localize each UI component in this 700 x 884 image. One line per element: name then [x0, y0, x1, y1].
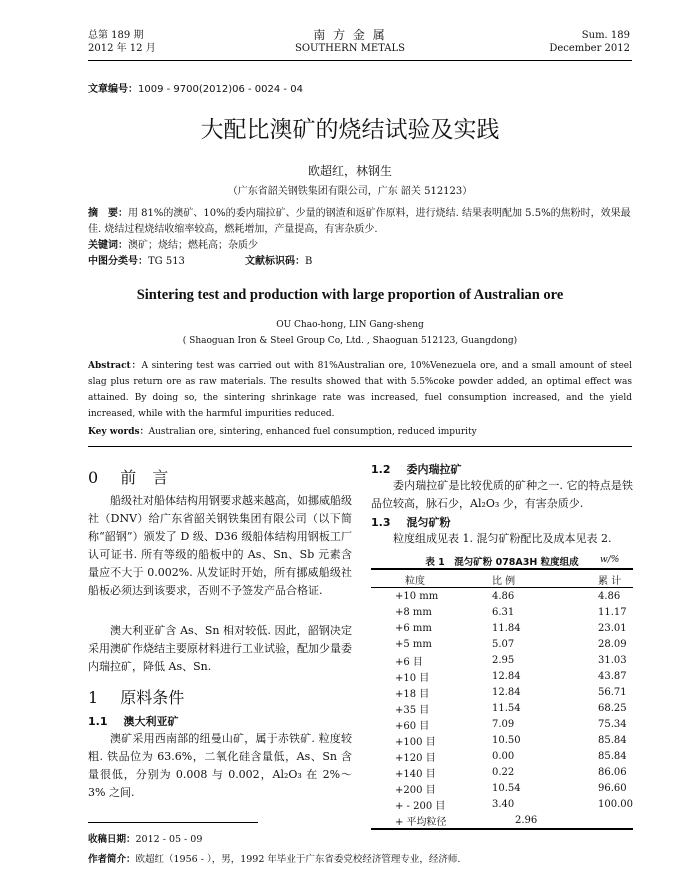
section-1-2-paragraph: 委内瑞拉矿是比较优质的矿种之一. 它的特点是铁品位较高，脉石少，Al₂O₃ 少，有害杂质少. [371, 479, 633, 510]
table-1-row [371, 764, 633, 780]
table-1-cell-ratio: 12.84 [492, 686, 521, 698]
table-1-average-label: + 平均粒径 [395, 816, 447, 828]
header-sum-en: Sum. 189 [581, 30, 630, 41]
table-1-cell-cumulative: 28.09 [598, 638, 627, 650]
table-1-cell-ratio: 5.07 [492, 638, 515, 650]
section-1-3-heading [371, 514, 451, 530]
title-en: Sintering test and production with large proportion of Australian ore [136, 287, 564, 303]
article-number [88, 80, 303, 95]
table-1-cell-size: +10 目 [395, 672, 430, 684]
article-number-label: 文章编号： [88, 84, 138, 95]
table-1-cell-size: +35 目 [395, 704, 430, 716]
table-1-row [371, 684, 633, 700]
title-cn: 大配比澳矿的烧结试验及实践 [200, 117, 500, 143]
section-0-paragraph-2: 澳大利亚矿含 As、Sn 相对较低. 因此，韶钢决定采用澳矿作烧结主要原材料进行工业试验，配加少量委内瑞拉矿，降低 As、Sn. [88, 624, 352, 673]
table-1-cell-size: +140 目 [395, 768, 436, 780]
table-1-cell-ratio: 7.09 [492, 718, 515, 730]
table-1-cell-size: +8 mm [395, 606, 432, 618]
header-issue-date: 2012 年 12 月 [88, 43, 156, 54]
table-1-cell-cumulative: 31.03 [598, 654, 627, 666]
table-1-cell-cumulative: 75.34 [598, 718, 627, 730]
section-0-heading [88, 465, 168, 488]
table-1-row [371, 748, 633, 764]
table-1-average-value: 2.96 [515, 814, 538, 826]
keywords-en [88, 424, 632, 440]
table-1 [371, 571, 633, 830]
doc-code-value: B [305, 256, 313, 267]
clc-value: TG 513 [148, 256, 185, 267]
table-1-row [371, 780, 633, 796]
section-0-paragraph-1: 船级社对船体结构用钢要求越来越高，如挪威船级社（DNV）给广东省韶关钢铁集团有限公司（以下简称“韶钢”）颁发了 D 级、D36 级船体结构用钢板工厂认可证书. 所有等级的船板中的 As、Sn、Sb 元素含量应不大于 0.002%. 从发证时开始，所有挪威船级社船板必须达到该要求，否则不予签发产品合格证. [88, 494, 352, 597]
footnote-rule [88, 822, 258, 823]
table-1-cell-ratio: 3.40 [492, 798, 515, 810]
table-1-row [371, 716, 633, 732]
section-0-title: 前 言 [120, 468, 169, 487]
table-1-cell-size: + - 200 目 [395, 800, 446, 812]
article-number-value: 1009 - 9700(2012)06 - 0024 - 04 [138, 84, 303, 95]
table-1-cell-ratio: 2.95 [492, 654, 515, 666]
section-1-1-title: 澳大利亚矿 [123, 715, 179, 728]
table-1-row [371, 588, 633, 605]
abstract-cn-label: 摘 要： [88, 208, 128, 219]
received-date [88, 831, 202, 845]
section-1-2-title: 委内瑞拉矿 [406, 463, 462, 476]
abstract-cn [88, 206, 632, 238]
table-1-cell-cumulative: 68.25 [598, 702, 627, 714]
keywords-cn-text: 澳矿；烧结；燃耗高；杂质少 [128, 240, 258, 251]
table-1-cell-cumulative: 43.87 [598, 670, 627, 682]
journal-name-cn: 南 方 金 属 [313, 28, 387, 42]
keywords-en-text: Australian ore, sintering, enhanced fuel consumption, reduced impurity [148, 427, 477, 437]
table-1-average-row [371, 812, 633, 829]
table-1-top-rule [371, 568, 633, 570]
header-date-en: December 2012 [549, 43, 630, 54]
keywords-cn-label: 关键词： [88, 240, 128, 251]
table-1-body [371, 588, 633, 813]
document-code [245, 254, 312, 270]
table-1-row [371, 796, 633, 812]
doc-code-label: 文献标识码： [245, 256, 305, 267]
journal-name-en: SOUTHERN METALS [295, 43, 405, 54]
table-1-cell-cumulative: 96.60 [598, 782, 627, 794]
table-1-cell-ratio: 11.54 [492, 702, 521, 714]
clc-label: 中图分类号： [88, 256, 148, 267]
authors-en: OU Chao-hong, LIN Gang-sheng [276, 320, 424, 330]
section-1-3-paragraph: 粒度组成见表 1. 混匀矿粉配比及成本见表 2. [393, 532, 612, 545]
section-1-heading [88, 685, 184, 708]
table-1-cell-cumulative: 100.00 [598, 798, 633, 810]
table-1-cell-ratio: 6.31 [492, 606, 515, 618]
table-1-header-size: 粒度 [405, 575, 425, 587]
author-bio-label: 作者简介： [88, 854, 136, 865]
table-1-unit: w/% [600, 555, 620, 565]
section-1-3-title: 混匀矿粉 [406, 516, 451, 529]
table-1-cell-cumulative: 56.71 [598, 686, 627, 698]
section-1-2-heading [371, 461, 462, 477]
table-1-row [371, 636, 633, 652]
table-1-cell-size: +100 目 [395, 736, 436, 748]
section-1-1-heading [88, 713, 179, 729]
section-1-1-paragraph: 澳矿采用西南部的纽曼山矿，属于赤铁矿. 粒度较粗. 铁品位为 63.6%，二氧化硅含量低，As、Sn 含量很低，分别为 0.008 与 0.002，Al₂O₃ 在 2%～3% 之间. [88, 732, 352, 799]
table-1-cell-size: +18 目 [395, 688, 430, 700]
author-bio [88, 851, 460, 865]
table-1-cell-ratio: 0.22 [492, 766, 515, 778]
received-date-label: 收稿日期： [88, 834, 136, 845]
table-1-cell-size: +5 mm [395, 638, 432, 650]
abstract-rule [88, 446, 632, 447]
table-1-cell-ratio: 11.84 [492, 622, 521, 634]
header-issue-sum: 总第 189 期 [88, 30, 144, 41]
authors-cn: 欧超红，林钢生 [307, 164, 392, 178]
table-1-cell-size: +10 mm [395, 590, 439, 602]
table-1-row [371, 652, 633, 668]
table-1-row [371, 668, 633, 684]
header-issue-en [549, 29, 630, 55]
section-1-title: 原料条件 [120, 688, 185, 707]
table-1-cell-cumulative: 11.17 [598, 606, 627, 618]
clc-number [88, 254, 185, 270]
keywords-cn [88, 238, 632, 254]
abstract-en-label: Abstract： [88, 361, 142, 371]
section-0-number: 0 [88, 468, 99, 487]
affiliation-cn: （广东省韶关钢铁集团有限公司，广东 韶关 512123） [227, 186, 473, 197]
table-1-cell-ratio: 12.84 [492, 670, 521, 682]
section-1-3-number: 1.3 [371, 516, 391, 529]
keywords-en-label: Key words： [88, 427, 149, 437]
table-1-cell-size: +200 目 [395, 784, 436, 796]
abstract-en [88, 358, 632, 422]
abstract-en-text: A sintering test was carried out with 81%Australian ore, 10%Venezuela ore, and a small amount of steel slag plus return ore as raw materials. The results showed that with 5.5%coke powder added, an optimal effect was attained. By doing so, the sintering shrinkage rate was increased, fuel consumption increased, and the yield increased, while with the harmful impurities reduced. [88, 361, 632, 419]
table-1-cell-ratio: 10.54 [492, 782, 521, 794]
table-1-header-row [371, 571, 633, 588]
table-1-cell-cumulative: 85.84 [598, 750, 627, 762]
table-1-header-cumulative: 累 计 [598, 575, 622, 587]
table-1-cell-cumulative: 85.84 [598, 734, 627, 746]
table-1-cell-size: +6 目 [395, 656, 423, 668]
author-bio-text: 欧超红（1956 - ），男，1992 年毕业于广东省委党校经济管理专业，经济师. [135, 854, 461, 865]
section-1-number: 1 [88, 688, 99, 707]
table-1-caption: 表 1 混匀矿粉 078A3H 粒度组成 [425, 557, 579, 568]
affiliation-en: ( Shaoguan Iron & Steel Group Co, Ltd. , Shaoguan 512123, Guangdong) [182, 336, 518, 346]
table-1-cell-ratio: 0.00 [492, 750, 515, 762]
table-1-cell-ratio: 10.50 [492, 734, 521, 746]
table-1-cell-size: +120 目 [395, 752, 436, 764]
section-1-1-number: 1.1 [88, 715, 108, 728]
section-1-2-number: 1.2 [371, 463, 391, 476]
table-1-cell-size: +6 mm [395, 622, 432, 634]
table-1-row [371, 604, 633, 620]
abstract-cn-text: 用 81%的澳矿、10%的委内瑞拉矿、少量的钢渣和返矿作原料，进行烧结. 结果表明配加 5.5%的焦粉时，效果最佳. 烧结过程烧结收缩率较高，燃耗增加，产量提高，有害杂质少. [88, 208, 631, 235]
table-1-row [371, 700, 633, 716]
table-1-cell-ratio: 4.86 [492, 590, 515, 602]
table-1-cell-cumulative: 4.86 [598, 590, 621, 602]
table-1-cell-size: +60 目 [395, 720, 430, 732]
table-1-row [371, 732, 633, 748]
table-1-row [371, 620, 633, 636]
table-1-cell-cumulative: 86.06 [598, 766, 627, 778]
header-rule [88, 60, 632, 61]
table-1-header-ratio: 比 例 [492, 575, 516, 587]
table-1-cell-cumulative: 23.01 [598, 622, 627, 634]
received-date-value: 2012 - 05 - 09 [135, 834, 203, 845]
